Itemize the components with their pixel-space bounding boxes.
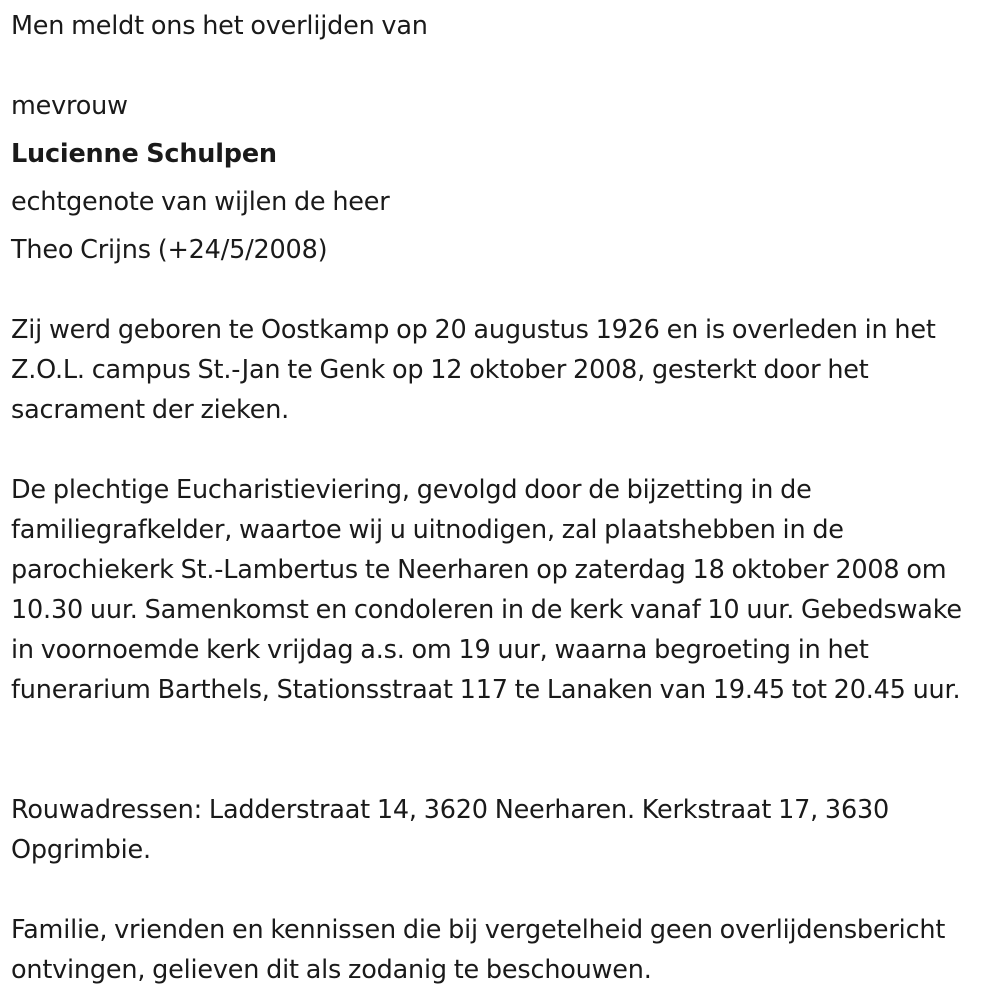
spouse-text: Theo Crijns (+24/5/2008) [11,235,328,265]
addresses-paragraph: Rouwadressen: Ladderstraat 14, 3620 Neerharen. Kerkstraat 17, 3630 Opgrimbie. [11,795,890,865]
deceased-name: Lucienne Schulpen [11,139,277,169]
honorific-title: mevrouw [11,91,128,121]
birth-death-paragraph: Zij werd geboren te Oostkamp op 20 augustus 1926 en is overleden in het Z.O.L. campus St.-Jan te Genk op 12 oktober 2008, gesterkt door het sacrament der zieken. [11,315,936,425]
closing-paragraph: Familie, vrienden en kennissen die bij vergetelheid geen overlijdensbericht ontvingen, gelieven dit als zodanig te beschouwen. [11,915,946,985]
ceremony-paragraph: De plechtige Eucharistieviering, gevolgd door de bijzetting in de familiegrafkelder, waartoe wij u uitnodigen, zal plaatshebben in de parochiekerk St.-Lambertus te Neerharen op zaterdag 18 oktober 2008 om 10.30 uur. Samenkomst en condoleren in de kerk vanaf 10 uur. Gebedswake in voornoemde kerk vrijdag a.s. om 19 uur, waarna begroeting in het funerarium Barthels, Stationsstraat 117 te Lanaken van 19.45 tot 20.45 uur. [11,475,962,705]
relation-text: echtgenote van wijlen de heer [11,187,390,217]
intro-text: Men meldt ons het overlijden van [11,11,428,41]
